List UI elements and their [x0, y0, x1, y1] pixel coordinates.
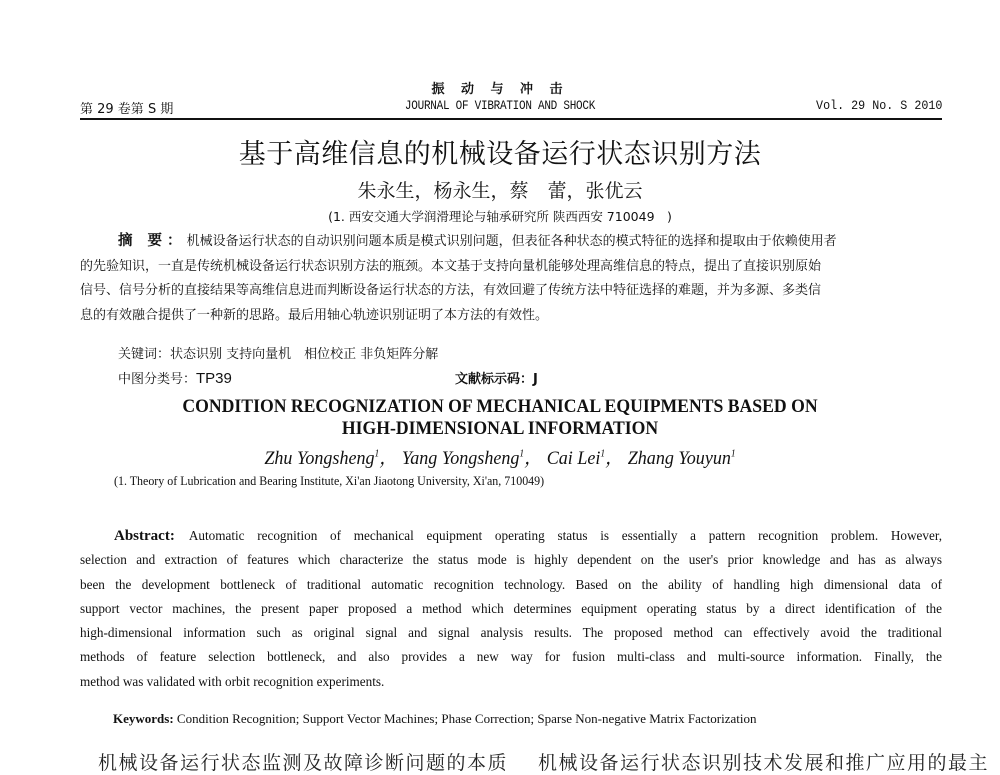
abstract-en [80, 524, 942, 694]
abstract-en-line [80, 524, 942, 548]
abstract-en-line: method was validated with orbit recognition experiments. [80, 673, 385, 689]
clc-label: 中图分类号： [118, 372, 197, 387]
paper-title-en [35, 396, 965, 440]
author-name: Yang Yongsheng [401, 448, 520, 469]
abstract-cn-line [80, 229, 942, 255]
body-left-column-line: 机械设备运行状态监测及故障诊断问题的本质 [98, 752, 509, 774]
author-affiliation-mark: 1 [374, 448, 380, 460]
abstract-cn-line: 的先验知识，一直是传统机械设备运行状态识别方法的瓶颈。本文基于支持向量机能够处理高维信息的特点，提出了直接识别原始 [80, 258, 822, 274]
paper-title-cn: 基于高维信息的机械设备运行状态识别方法 [238, 139, 762, 170]
affiliation-en: (1. Theory of Lubrication and Bearing Institute, Xi'an Jiaotong University, Xi'an, 710049) [114, 473, 545, 488]
keywords-cn [118, 343, 438, 362]
author-affiliation-mark: 1 [519, 448, 525, 460]
clc-code: TP39 [196, 370, 232, 387]
abstract-cn-line: 息的有效融合提供了一种新的思路。最后用轴心轨迹识别证明了本方法的有效性。 [80, 307, 549, 323]
document-code-value: J [533, 372, 538, 387]
keywords-en-label: Keywords: [113, 711, 174, 726]
abstract-en-label: Abstract: [114, 528, 175, 544]
keywords-en-text: Condition Recognition; Support Vector Machines; Phase Correction; Sparse Non-negative Matrix Factorization [176, 711, 757, 726]
author-name: Zhu Yongsheng [264, 448, 375, 469]
abstract-cn-label: 摘 要： [118, 233, 187, 249]
document-code-label: 文献标示码： [455, 372, 534, 387]
abstract-en-line: high-dimensional information such as original signal and signal analysis results. The proposed method can effectively avoid the traditional [80, 625, 942, 641]
author-separator: ， [605, 448, 624, 469]
keywords-en [113, 711, 757, 727]
abstract-cn-line: 信号、信号分析的直接结果等高维信息进而判断设备运行状态的方法，有效回避了传统方法中特征选择的难题，并为多源、多类信 [80, 283, 822, 298]
authors-cn: 朱永生，杨永生，蔡 蕾，张优云 [357, 180, 643, 202]
abstract-en-text: Automatic recognition of mechanical equipment operating status is essentially a pattern recognition problem. However, [188, 528, 942, 543]
body-right-column-line: 机械设备运行状态识别技术发展和推广应用的最主 [538, 752, 990, 774]
keywords-cn-text: 状态识别 支持向量机 相位校正 非负矩阵分解 [170, 347, 439, 362]
abstract-en-line: methods of feature selection bottleneck, and also provides a new way for fusion multi-class and multi-source information. Finally, the [80, 649, 942, 665]
author-separator: ， [524, 448, 543, 469]
author-affiliation-mark: 1 [730, 448, 736, 460]
abstract-cn [80, 229, 942, 328]
journal-name-cn: 振 动 与 冲 击 [431, 82, 569, 97]
author-name: Cai Lei [546, 448, 601, 469]
volume-issue-cn: 第 29 卷第 S 期 [80, 102, 174, 117]
document-code [455, 368, 538, 387]
keywords-cn-label: 关键词： [118, 347, 171, 362]
abstract-en-line: support vector machines, the present paper proposed a method which determines equipment operating status by a direct identification of the [80, 600, 942, 616]
journal-name-en: JOURNAL OF VIBRATION AND SHOCK [404, 99, 596, 113]
abstract-cn-text: 机械设备运行状态的自动识别问题本质是模式识别问题，但表征各种状态的模式特征的选择和提取由于依赖使用者 [186, 234, 837, 249]
volume-issue-en: Vol. 29 No. S 2010 [815, 98, 942, 113]
authors-en [25, 443, 975, 470]
abstract-en-line: selection and extraction of features which characterize the status mode is highly dependent on the user's prior knowledge and has as always [80, 552, 942, 568]
paper-title-en-line1: CONDITION RECOGNIZATION OF MECHANICAL EQUIPMENTS BASED ON [182, 396, 818, 417]
paper-title-en-line2: HIGH-DIMENSIONAL INFORMATION [341, 418, 659, 439]
author-separator: ， [379, 448, 398, 469]
header-rule [80, 118, 942, 120]
abstract-en-line: been the development bottleneck of traditional automatic recognition technology. Based on the ability of handling high dimensional data of [80, 576, 942, 592]
author-affiliation-mark: 1 [600, 448, 606, 460]
affiliation-cn: (1. 西安交通大学润滑理论与轴承研究所 陕西西安 710049 ) [328, 209, 672, 224]
author-name: Zhang Youyun [627, 448, 731, 469]
clc-number [118, 368, 232, 387]
